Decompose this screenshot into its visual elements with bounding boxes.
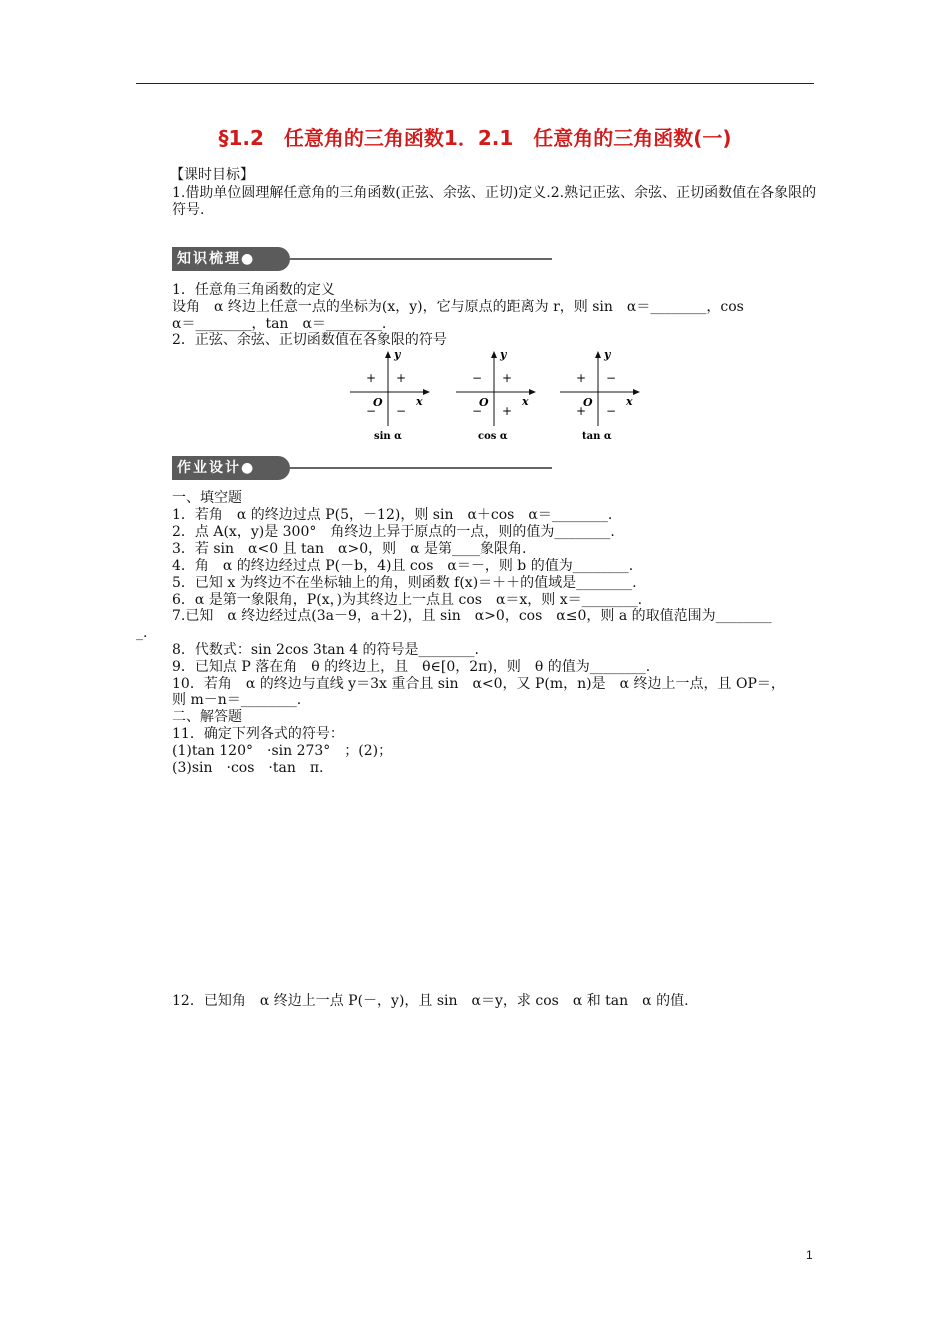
sign-diagram-tan xyxy=(556,348,644,444)
origin-label: O xyxy=(373,396,383,409)
y-axis-label: y xyxy=(604,348,611,361)
x-axis-arrow xyxy=(423,389,430,395)
quadrant-3-sign: − xyxy=(472,404,483,418)
origin-label: O xyxy=(583,396,593,409)
question-5: 5．已知 x 为终边不在坐标轴上的角，则函数 f(x)＝＋＋的值域是________. xyxy=(172,575,637,591)
sign-diagram-sin-svg xyxy=(346,348,434,444)
header-rule xyxy=(136,83,814,84)
quadrant-2-sign: + xyxy=(576,371,587,385)
origin-label: O xyxy=(479,396,489,409)
knowledge-item2-title: 2．正弦、余弦、正切函数值在各象限的符号 xyxy=(172,332,447,348)
question-6: 6．α 是第一象限角，P(x，)为其终边上一点且 cos α＝x，则 x＝________. xyxy=(172,592,643,608)
sign-diagram-sin xyxy=(346,348,434,444)
y-axis-label: y xyxy=(500,348,507,361)
goal-label: 【课时目标】 xyxy=(170,167,254,183)
question-7-line1: 7.已知 α 终边经过点(3a－9，a＋2)，且 sin α>0，cos α≤0，则 a 的取值范围为________ xyxy=(172,608,772,624)
sign-diagram-cos xyxy=(452,348,540,444)
sign-diagram-cos-svg xyxy=(452,348,540,444)
y-axis-arrow xyxy=(491,351,497,358)
x-axis-arrow xyxy=(529,389,536,395)
question-3: 3．若 sin α<0 且 tan α>0，则 α 是第____象限角. xyxy=(172,541,527,557)
knowledge-item1-line2: α＝________，tan α＝________. xyxy=(172,316,387,332)
quadrant-3-sign: + xyxy=(576,404,587,418)
quadrant-4-sign: − xyxy=(606,404,617,418)
part1-heading: 一、填空题 xyxy=(172,490,242,506)
question-10-line1: 10．若角 α 的终边与直线 y＝3x 重合且 sin α<0，又 P(m，n)是 α 终边上一点，且 OP＝， xyxy=(172,676,785,692)
banner-homework xyxy=(172,456,552,480)
banner-knowledge-label: 知识梳理● xyxy=(172,247,290,271)
question-1: 1．若角 α 的终边过点 P(5，－12)，则 sin α＋cos α＝________. xyxy=(172,507,613,523)
question-11-item2: (3)sin ·cos ·tan π. xyxy=(172,760,324,776)
sign-diagram-tan-svg xyxy=(556,348,644,444)
y-axis-label: y xyxy=(394,348,401,361)
question-2: 2．点 A(x，y)是 300° 角终边上异于原点的一点，则的值为________. xyxy=(172,524,615,540)
diagram-label: tan α xyxy=(582,431,612,442)
goal-text: 1.借助单位圆理解任意角的三角函数(正弦、余弦、正切)定义.2.熟记正弦、余弦、正切函数值在各象限的符号. xyxy=(172,185,817,218)
knowledge-item1-title: 1．任意角三角函数的定义 xyxy=(172,282,335,298)
question-4: 4．角 α 的终边经过点 P(－b，4)且 cos α＝－，则 b 的值为________. xyxy=(172,558,634,574)
question-11: 11．确定下列各式的符号： xyxy=(172,726,344,742)
quadrant-1-sign: − xyxy=(606,371,617,385)
quadrant-2-sign: − xyxy=(472,371,483,385)
y-axis-arrow xyxy=(385,351,391,358)
x-axis-arrow xyxy=(633,389,640,395)
banner-homework-label: 作业设计● xyxy=(172,456,290,480)
question-12: 12．已知角 α 终边上一点 P(－，y)，且 sin α＝y，求 cos α 和 tan α 的值. xyxy=(172,993,689,1009)
page-title: §1.2 任意角的三角函数1．2.1 任意角的三角函数(一) xyxy=(218,126,732,150)
part2-heading: 二、解答题 xyxy=(172,709,242,725)
quadrant-3-sign: − xyxy=(366,404,377,418)
y-axis-arrow xyxy=(595,351,601,358)
banner-homework-rule xyxy=(290,467,552,469)
quadrant-1-sign: + xyxy=(396,371,407,385)
quadrant-2-sign: + xyxy=(366,371,377,385)
quadrant-4-sign: − xyxy=(396,404,407,418)
question-10-line2: 则 m－n＝________. xyxy=(172,692,302,708)
page-number: 1 xyxy=(806,1248,813,1262)
question-9: 9．已知点 P 落在角 θ 的终边上，且 θ∈[0，2π)，则 θ 的值为________. xyxy=(172,659,651,675)
question-8: 8．代数式：sin 2cos 3tan 4 的符号是________. xyxy=(172,642,480,658)
x-axis-label: x xyxy=(416,395,423,408)
banner-knowledge xyxy=(172,247,552,271)
question-11-item1: (1)tan 120° ·sin 273° ；(2)； xyxy=(172,743,393,759)
x-axis-label: x xyxy=(626,395,633,408)
knowledge-item1-line1: 设角 α 终边上任意一点的坐标为(x，y)，它与原点的距离为 r，则 sin α＝________，cos xyxy=(172,299,744,315)
banner-knowledge-rule xyxy=(290,258,552,260)
diagram-label: cos α xyxy=(478,431,508,442)
x-axis-label: x xyxy=(522,395,529,408)
quadrant-4-sign: + xyxy=(502,404,513,418)
quadrant-1-sign: + xyxy=(502,371,513,385)
diagram-label: sin α xyxy=(374,431,402,442)
question-7-line2: _. xyxy=(136,625,148,641)
